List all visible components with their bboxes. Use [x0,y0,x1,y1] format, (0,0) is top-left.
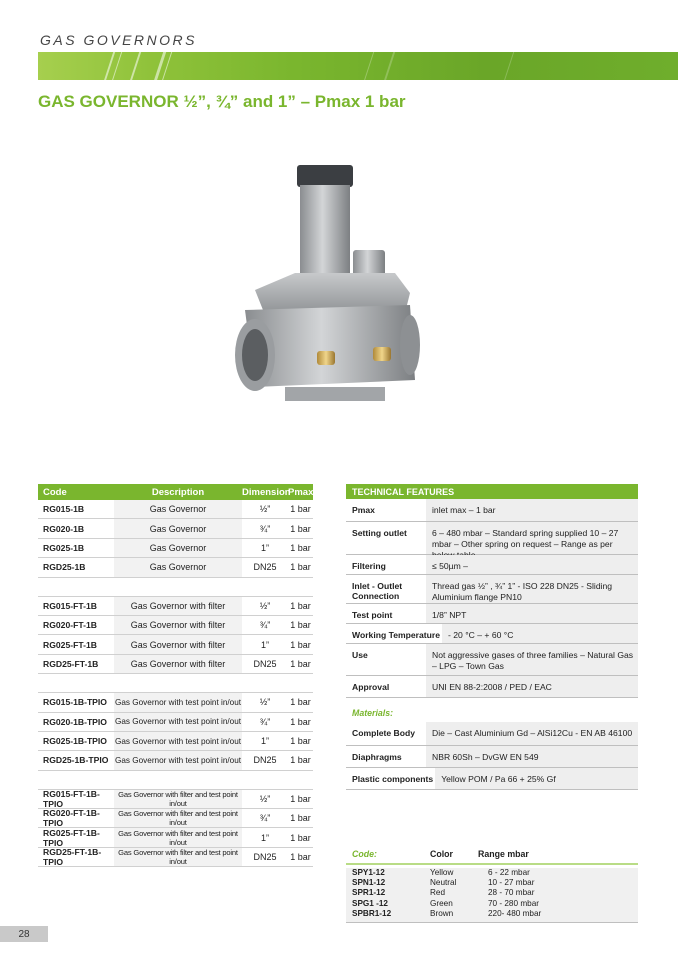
row-code: RG020-1B-TPIO [43,716,107,727]
material-row [346,746,638,768]
row-dimension: ¾” [259,523,271,534]
row-dimension: 1” [260,542,269,553]
row-code: RG015-FT-1B [43,600,97,611]
spring-code: SPR1-12 [352,888,386,898]
row-pmax: 1 bar [290,639,311,650]
springs-header-color: Color [430,849,453,859]
row-description: Gas Governor with test point in/out [114,693,242,711]
row-pmax: 1 bar [290,600,311,611]
row-code: RG020-FT-1B [43,620,97,631]
row-dimension: ¾” [259,813,271,824]
header-dimension: Dimension [242,486,291,498]
tech-key: Setting outlet [352,528,407,538]
tech-value: Not aggressive gases of three families – Natural Gas – LPG – Town Gas [426,644,638,675]
row-dimension: DN25 [253,658,277,669]
spring-code: SPG1 -12 [352,898,388,908]
group-spacer [38,674,313,693]
row-dimension: 1” [260,639,269,650]
tech-row [346,499,638,522]
tech-value: 6 – 480 mbar – Standard spring supplied 10 – 27 mbar – Other spring on request – Range as per [426,522,638,554]
row-pmax: 1 bar [290,504,311,515]
row-code: RG015-1B [43,504,85,515]
springs-header-code: Code: [352,849,377,859]
row-code: RGD25-1B-TPIO [43,755,109,766]
page-number: 28 [0,926,48,942]
tech-row [346,555,638,575]
tech-key: Use [352,650,368,660]
tech-value: UNI EN 88-2:2008 / PED / EAC [426,676,638,697]
table-row [38,732,313,751]
spring-code: SPY1-12 [352,868,385,877]
materials-body [346,722,638,790]
spring-color: Green [430,898,453,908]
gas-governor-image [225,155,435,420]
spring-row [346,888,638,898]
tech-key: Test point [352,610,393,620]
row-description: Gas Governor [114,539,242,557]
tech-key: Working Temperature [352,630,441,640]
row-dimension: DN25 [253,562,277,573]
row-pmax: 1 bar [290,832,311,843]
tech-value: - 20 °C – + 60 °C [442,624,638,643]
row-dimension: DN25 [253,852,277,863]
table-row [38,713,313,732]
codes-table [38,484,313,867]
table-row [38,790,313,809]
material-row [346,722,638,746]
spring-color: Red [430,888,446,898]
row-pmax: 1 bar [290,697,311,708]
tech-value: inlet max – 1 bar [426,499,638,521]
row-pmax: 1 bar [290,755,311,766]
row-code: RG015-FT-1B-TPIO [43,788,100,809]
spring-range: 10 - 27 mbar [488,878,535,888]
springs-table [346,868,638,923]
spring-color: Brown [430,908,454,918]
row-dimension: ½” [259,793,271,804]
row-code: RGD25-1B [43,562,86,573]
row-description: Gas Governor with filter and test point in/out [114,848,242,866]
tech-value: ≤ 50µm – [426,555,638,574]
header-code: Code [43,486,67,498]
material-key: Complete Body [352,728,416,738]
row-pmax: 1 bar [290,736,311,747]
row-dimension: ¾” [259,716,271,727]
table-row [38,539,313,558]
material-value: Die – Cast Aluminium Gd – AlSi12Cu - EN AB 46100 [426,722,638,745]
table-row [38,558,313,577]
group-spacer [38,578,313,597]
springs-header [346,849,638,865]
product-title: GAS GOVERNOR ½”, ¾” and 1” – Pmax 1 bar [38,92,406,111]
row-code: RG025-FT-1B [43,639,97,650]
row-pmax: 1 bar [290,793,311,804]
tech-row [346,575,638,604]
table-row [38,655,313,674]
row-code: RG025-1B-TPIO [43,736,107,747]
row-code: RG025-FT-1B-TPIO [43,827,100,848]
tech-value: 1/8” NPT [426,604,638,623]
tech-key: Pmax [352,505,375,515]
table-row [38,828,313,847]
row-description: Gas Governor with filter and test point in/out [114,828,242,846]
spring-code: SPN1-12 [352,878,386,888]
tech-key: Inlet - Outlet Connection [352,581,403,601]
row-description: Gas Governor with filter [114,597,242,615]
row-description: Gas Governor with filter [114,616,242,634]
spring-code: SPBR1-12 [352,908,392,918]
spring-color: Neutral [430,878,457,888]
row-pmax: 1 bar [290,813,311,824]
row-code: RGD25-FT-1B-TPIO [43,847,102,868]
row-pmax: 1 bar [290,542,311,553]
tech-row [346,644,638,676]
tech-key: Approval [352,682,390,692]
spring-range: 220- 480 mbar [488,908,542,918]
table-row [38,635,313,654]
tech-value: Thread gas ½” , ¾” 1” - ISO 228 DN25 - Sliding Aluminium flange PN10 [426,575,638,603]
spring-range: 6 - 22 mbar [488,868,530,877]
table-row [38,693,313,712]
group-spacer [38,771,313,790]
spring-color: Yellow [430,868,454,877]
row-description: Gas Governor with test point in/out [114,751,242,769]
header-pmax: Pmax [288,486,314,498]
spring-range: 28 - 70 mbar [488,888,535,898]
spring-row [346,878,638,888]
material-value: NBR 60Sh – DvGW EN 549 [426,746,638,767]
row-code: RGD25-FT-1B [43,658,99,669]
row-dimension: ½” [259,504,271,515]
row-description: Gas Governor with test point in/out [114,713,242,731]
row-description: Gas Governor with test point in/out [114,732,242,750]
row-pmax: 1 bar [290,523,311,534]
row-pmax: 1 bar [290,852,311,863]
row-pmax: 1 bar [290,716,311,727]
row-code: RG020-FT-1B-TPIO [43,808,100,829]
row-description: Gas Governor with filter and test point in/out [114,809,242,827]
row-dimension: 1” [260,736,269,747]
row-dimension: ½” [259,697,271,708]
row-dimension: ½” [259,600,271,611]
header-description: Description [151,486,205,498]
row-code: RG020-1B [43,523,85,534]
tech-row [346,676,638,698]
row-code: RG015-1B-TPIO [43,697,107,708]
table-row [38,848,313,867]
technical-features-body [346,499,638,698]
row-dimension: DN25 [253,755,277,766]
spring-row [346,899,638,909]
technical-features-table [346,484,638,790]
tech-row [346,604,638,624]
technical-features-header: TECHNICAL FEATURES [346,484,638,499]
row-description: Gas Governor with filter [114,635,242,653]
header-band [38,52,678,80]
material-key: Diaphragms [352,752,402,762]
material-key: Plastic components [352,774,434,784]
table-row [38,809,313,828]
table-row [38,751,313,770]
tech-key: Filtering [352,561,386,571]
material-value: Yellow POM / Pa 66 + 25% Gf [435,768,638,789]
row-dimension: 1” [260,832,269,843]
row-code: RG025-1B [43,542,85,553]
row-description: Gas Governor with filter and test point in/out [114,790,242,808]
table-row [38,500,313,519]
row-description: Gas Governor with filter [114,655,242,673]
materials-label: Materials: [352,708,394,718]
codes-table-body [38,500,313,867]
row-description: Gas Governor [114,500,242,518]
row-pmax: 1 bar [290,658,311,669]
material-row [346,768,638,790]
spring-row [346,909,638,919]
row-dimension: ¾” [259,620,271,631]
spring-row [346,868,638,878]
codes-table-header [38,484,313,500]
tech-row [346,624,638,644]
table-row [38,597,313,616]
tech-row [346,522,638,555]
row-pmax: 1 bar [290,562,311,573]
spring-range: 70 - 280 mbar [488,898,539,908]
row-description: Gas Governor [114,519,242,537]
section-title: GAS GOVERNORS [40,32,197,48]
row-pmax: 1 bar [290,620,311,631]
table-row [38,616,313,635]
row-description: Gas Governor [114,558,242,576]
table-row [38,519,313,538]
springs-header-range: Range mbar [478,849,529,859]
